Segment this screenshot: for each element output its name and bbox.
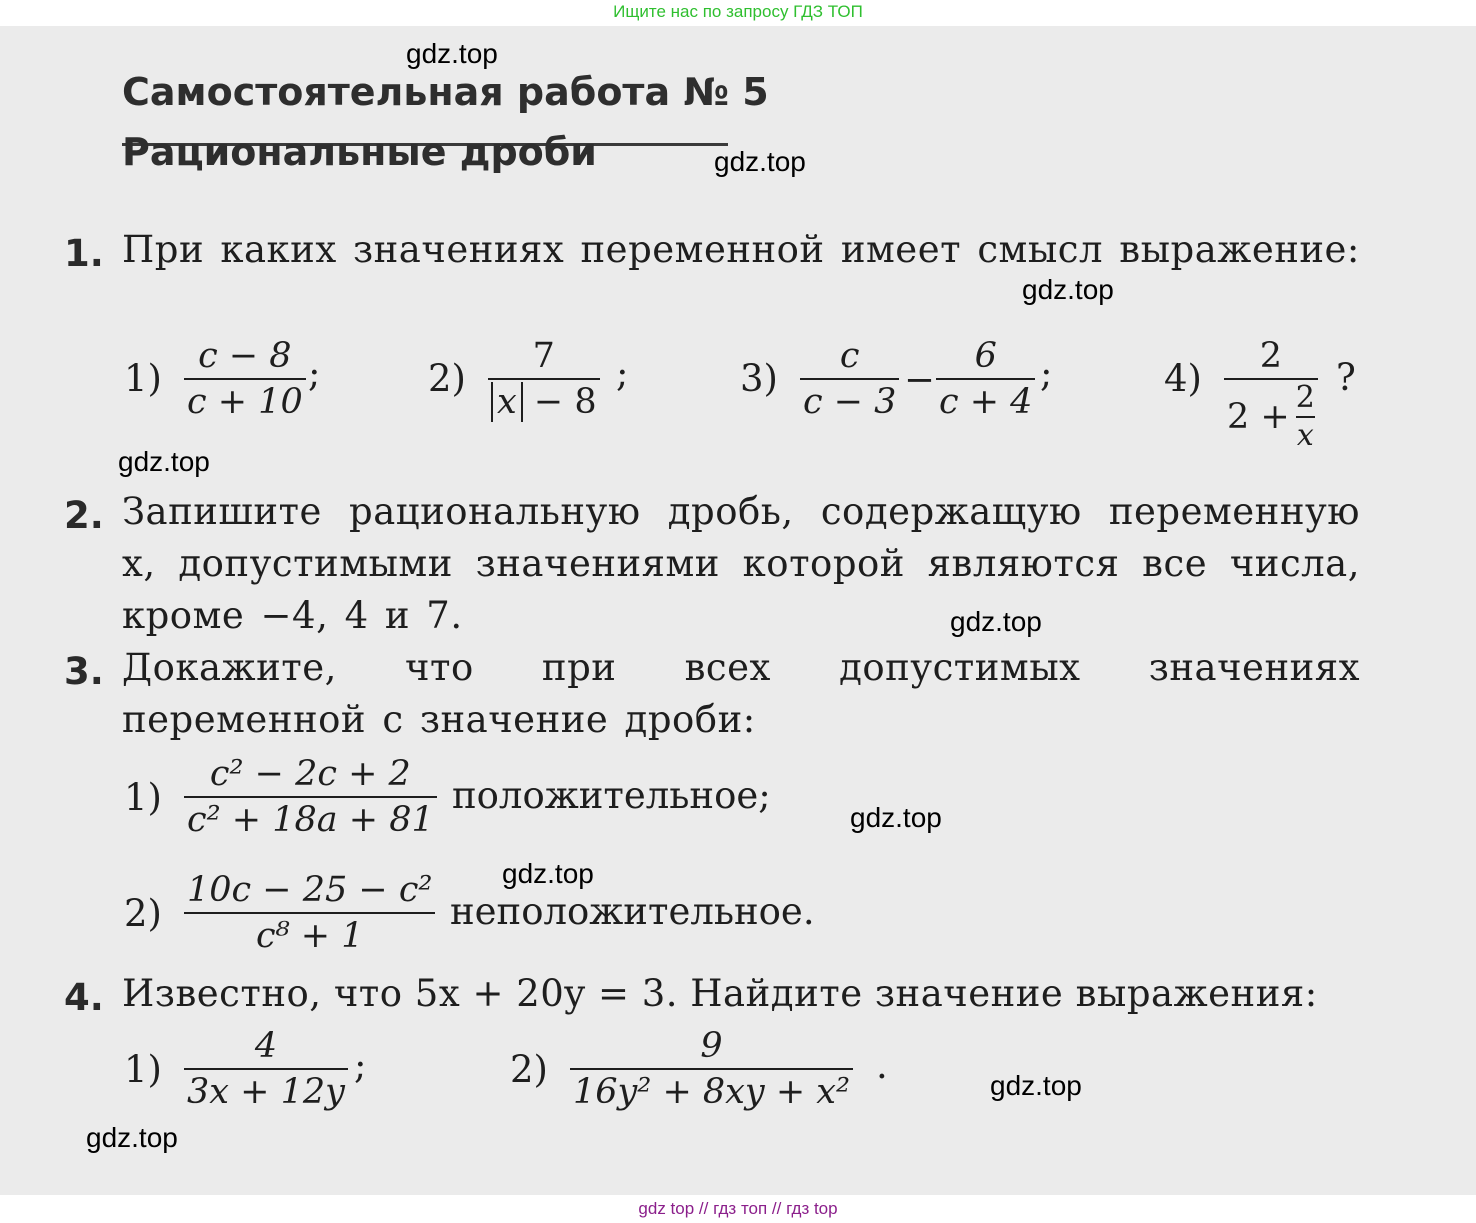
task3-item2-tail: неположительное. (450, 890, 815, 933)
task4-number: 4. (64, 976, 104, 1019)
task1-item2-end: ; (616, 352, 629, 395)
fraction-denominator: c − 3 (803, 382, 897, 422)
task2-number: 2. (64, 494, 104, 537)
fraction-denominator: c² + 18a + 81 (187, 800, 434, 840)
task1-item3-end: ; (1040, 352, 1053, 395)
fraction-numerator: 10c − 25 − c² (187, 870, 433, 910)
fraction-denominator: c⁸ + 1 (255, 916, 364, 956)
task3-item1-tail: положительное; (452, 774, 771, 817)
task1-number: 1. (64, 232, 104, 275)
fraction-numerator: 2 (1259, 336, 1283, 376)
task1-item2-fraction (488, 334, 600, 424)
search-banner: Ищите нас по запросу ГДЗ ТОП (613, 2, 863, 21)
fraction-denominator (488, 380, 600, 424)
task1-item3-label: 3) (740, 357, 778, 400)
task4-item1-end: ; (354, 1044, 367, 1087)
fraction-numerator: 7 (532, 336, 555, 376)
page-title: Самостоятельная работа № 5 (122, 70, 769, 114)
task1-item4-label: 4) (1164, 357, 1202, 400)
fraction-denominator (1224, 380, 1318, 454)
task1-item4-end: ? (1336, 356, 1356, 399)
task3-item2-label: 2) (124, 892, 162, 935)
watermark: gdz.top (406, 38, 498, 69)
task4-item1-fraction (184, 1024, 348, 1114)
fraction-numerator: c − 8 (198, 336, 292, 376)
watermark: gdz.top (990, 1070, 1082, 1101)
watermark: gdz.top (118, 446, 210, 477)
watermark: gdz.top (714, 146, 806, 177)
fraction-numerator: 6 (974, 336, 997, 376)
task1-item1-fraction (184, 334, 306, 424)
nested-denominator: x (1296, 418, 1314, 453)
fraction-denominator: c + 10 (187, 382, 303, 422)
task2-text: Запишите рациональную дробь, содержащую переменную x, допустимыми значениями которой являются все числа, кроме −4, 4 и 7. (122, 490, 1360, 637)
task1-item2-label: 2) (428, 357, 466, 400)
fraction-denominator: c + 4 (939, 382, 1033, 422)
watermark: gdz.top (502, 858, 594, 889)
nested-numerator: 2 (1295, 380, 1315, 415)
watermark: gdz.top (850, 802, 942, 833)
watermark: gdz.top (86, 1122, 178, 1153)
fraction-denominator: 16y² + 8xy + x² (573, 1072, 851, 1112)
fraction-denominator: 3x + 12y (187, 1072, 345, 1112)
fraction-numerator: c² − 2c + 2 (209, 754, 411, 794)
task3-item2-fraction (184, 868, 435, 958)
task1-item3-fraction-b (936, 334, 1035, 424)
task1-text: При каких значениях переменной имеет смысл выражение: (122, 228, 1360, 271)
task4-item1-label: 1) (124, 1048, 162, 1091)
task3-item1-label: 1) (124, 776, 162, 819)
task4-item2-end: . (876, 1044, 888, 1087)
fraction-numerator: 4 (254, 1026, 278, 1066)
task4-item2-label: 2) (510, 1048, 548, 1091)
den-head: 2 + (1227, 397, 1290, 437)
task1-item3-fraction-a (800, 334, 899, 424)
page-subtitle: Рациональные дроби (122, 130, 597, 174)
task1-item4-fraction (1224, 334, 1318, 454)
task3-text: Докажите, что при всех допустимых значениях переменной c значение дроби: (122, 646, 1360, 741)
footer-banner: gdz top // гдз топ // гдз top (638, 1199, 838, 1218)
task3-item1-fraction (184, 752, 437, 842)
fraction-numerator: 9 (700, 1026, 723, 1066)
task3-number: 3. (64, 650, 104, 693)
fraction-numerator: c (839, 336, 860, 376)
den-tail: − 8 (522, 382, 597, 422)
nested-fraction (1296, 380, 1315, 454)
abs-x: x (491, 382, 523, 422)
task1-item1-label: 1) (124, 357, 162, 400)
watermark: gdz.top (950, 606, 1042, 637)
task4-item2-fraction (570, 1024, 853, 1114)
watermark: gdz.top (1022, 274, 1114, 305)
task1-item1-end: ; (308, 352, 321, 395)
task4-text: Известно, что 5x + 20y = 3. Найдите значение выражения: (122, 972, 1318, 1015)
worksheet-page (0, 26, 1476, 1195)
task1-item3-op: − (904, 358, 936, 401)
